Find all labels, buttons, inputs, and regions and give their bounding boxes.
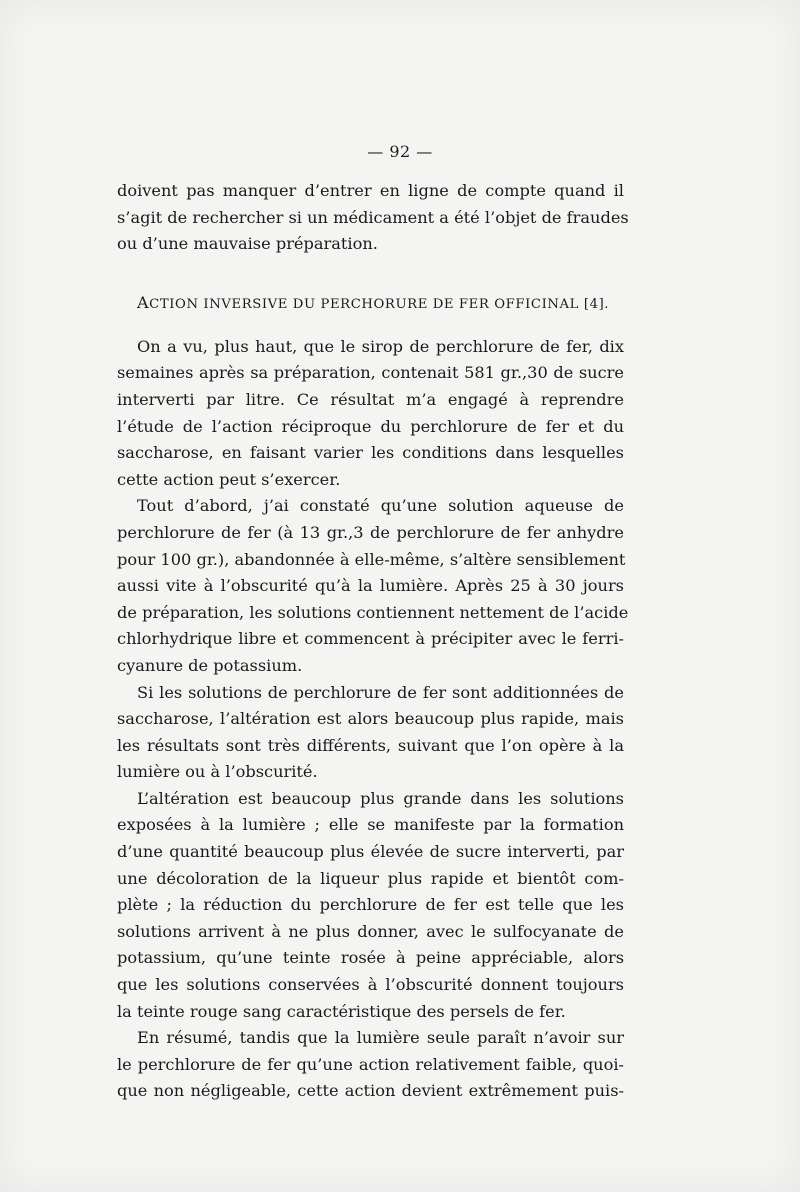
text-line: L’altération est beaucoup plus grande dans les solutions	[137, 788, 624, 808]
paragraph	[117, 1025, 624, 1105]
paragraph	[117, 786, 624, 1025]
text-line: la teinte rouge sang caractéristique des persels de fer.	[117, 1001, 566, 1021]
paragraph	[117, 493, 629, 679]
text-line: saccharose, en faisant varier les conditions dans lesquelles	[117, 443, 624, 463]
text-line: perchlorure de fer (à 13 gr.,3 de perchlorure de fer anhydre	[117, 522, 624, 542]
text-line: plète ; la réduction du perchlorure de fer est telle que les	[117, 895, 624, 915]
paragraph	[117, 334, 624, 494]
page-number: — 92 —	[367, 142, 433, 161]
section-heading	[117, 290, 624, 316]
paragraph	[117, 680, 624, 786]
text-line: une décoloration de la liqueur plus rapide et bientôt com-	[117, 868, 624, 888]
text-line: semaines après sa préparation, contenait 581 gr.,30 de sucre	[117, 363, 624, 383]
text-line: aussi vite à l’obscurité qu’à la lumière. Après 25 à 30 jours	[117, 576, 624, 596]
text-block	[117, 178, 629, 1105]
text-line: cyanure de potassium.	[117, 655, 303, 675]
text-line: d’une quantité beaucoup plus élevée de sucre interverti, par	[117, 842, 624, 862]
paragraph-continuation	[117, 178, 629, 258]
text-line: que les solutions conservées à l’obscurité donnent toujours	[117, 975, 624, 995]
text-line: cette action peut s’exercer.	[117, 469, 341, 489]
text-line: Si les solutions de perchlorure de fer sont additionnées de	[137, 682, 624, 702]
text-line: En résumé, tandis que la lumière seule paraît n’avoir sur	[137, 1028, 624, 1048]
heading-initial: A	[137, 292, 150, 312]
text-line: exposées à la lumière ; elle se manifeste par la formation	[117, 815, 624, 835]
text-line: solutions arrivent à ne plus donner, avec le sulfocyanate de	[117, 921, 624, 941]
text-line: chlorhydrique libre et commencent à précipiter avec le ferri-	[117, 629, 624, 649]
text-line: ou d’une mauvaise préparation.	[117, 234, 378, 254]
text-line: potassium, qu’une teinte rosée à peine appréciable, alors	[117, 948, 624, 968]
text-line: On a vu, plus haut, que le sirop de perchlorure de fer, dix	[137, 336, 624, 356]
text-line: le perchlorure de fer qu’une action relativement faible, quoi-	[117, 1054, 624, 1074]
text-line: pour 100 gr.), abandonnée à elle-même, s’altère sensiblement	[117, 549, 626, 569]
text-line: interverti par litre. Ce résultat m’a engagé à reprendre	[117, 389, 624, 409]
text-line: saccharose, l’altération est alors beaucoup plus rapide, mais	[117, 709, 624, 729]
text-line: s’agit de rechercher si un médicament a été l’objet de fraudes	[117, 207, 629, 227]
text-line: lumière ou à l’obscurité.	[117, 762, 318, 782]
text-line: de préparation, les solutions contiennent nettement de l’acide	[117, 602, 629, 622]
text-line: que non négligeable, cette action devient extrêmement puis-	[117, 1081, 624, 1101]
text-line: les résultats sont très différents, suivant que l’on opère à la	[117, 735, 624, 755]
text-line: Tout d’abord, j’ai constaté qu’une solution aqueuse de	[137, 496, 624, 516]
heading-text: CTION INVERSIVE DU PERCHORURE DE FER OFFICINAL [4].	[149, 296, 610, 312]
text-line: l’étude de l’action réciproque du perchlorure de fer et du	[117, 416, 624, 436]
text-line: doivent pas manquer d’entrer en ligne de compte quand il	[117, 181, 624, 200]
